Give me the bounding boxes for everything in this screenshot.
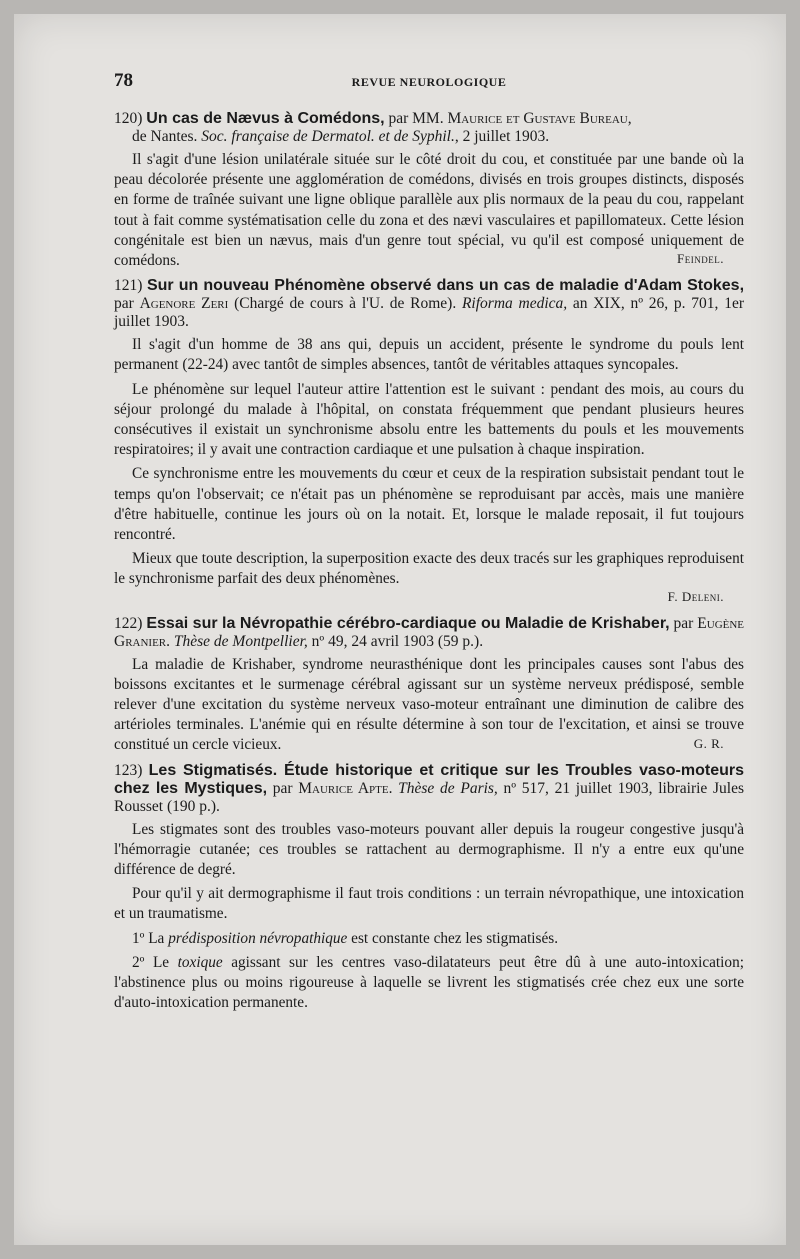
source-journal: Soc. française de Dermatol. et de Syphil. <box>201 128 455 145</box>
article-paragraph: Le phénomène sur lequel l'auteur attire l'attention est le suivant : pendant des mois, au cours du séjour prolongé du malade à l'hôpital, on constata fréquemment que pendant plusieurs heures consécutives il existait un synchronisme absolu entre les battements du pouls et les mouvements respiratoires; il y avait une contraction cardiaque et une pulsation à chaque inspiration. <box>114 380 744 459</box>
by-text: par <box>669 614 698 632</box>
article-title: Sur un nouveau Phénomène observé dans un cas de maladie d'Adam Stokes, <box>146 277 745 295</box>
scanned-page <box>14 14 786 1245</box>
article-title: Essai sur la Névropathie cérébro-cardiaque ou Maladie de Krishaber, <box>146 614 670 632</box>
article-number: 123) <box>114 761 143 779</box>
list-text: agissant sur les centres vaso-dilatateurs peut être dû à une auto-intoxication; l'abstinence plus ou moins rigoureuse à laquelle se livrent les stigmatisés crée chez eux une sorte d'auto-intoxication permanente. <box>114 953 744 1012</box>
by-text: par <box>114 295 140 313</box>
article-source <box>114 128 744 146</box>
list-item <box>114 929 744 949</box>
article-heading <box>114 110 744 146</box>
article-paragraph: Pour qu'il y ait dermographisme il faut trois conditions : un terrain névropathique, une intoxication et un traumatisme. <box>114 885 744 923</box>
article-heading <box>114 762 744 816</box>
source-date: nº 517, 21 juillet 1903, librairie Jules Rousset (190 p.). <box>114 779 744 815</box>
article-123 <box>114 762 744 1014</box>
article-number: 122) <box>114 614 143 632</box>
article-paragraph: Il s'agit d'un homme de 38 ans qui, depuis un accident, présente le syndrome du pouls lent permanent (22-24) avec tantôt de simples absences, tantôt de véritables attaques syncopales. <box>114 336 744 374</box>
article-122 <box>114 615 744 752</box>
article-authors: Maurice Apte. <box>298 779 393 797</box>
article-title: Les Stigmatisés. Étude historique et critique sur les Troubles vaso-moteurs chez les Mystiques, <box>114 761 745 797</box>
article-signature: Feindel. <box>677 251 724 267</box>
article-paragraph: Il s'agit d'une lésion unilatérale située sur le côté droit du cou, et constituée par une bande où la peau décolorée présente une agglomération de comédons, divisés en trois groupes distincts, disposés en forme de traînée suivant une ligne oblique parallèle aux plis normaux de la peau du cou, rappelant tout à fait comme systématisation celle du zona et des nævi vasculaires et papillomateux. Cette lésion congénitale est bien un nævus, mais d'un genre tout spécial, vu qu'il est composé uniquement de comédons. <box>114 151 744 270</box>
page-content <box>114 70 744 1014</box>
article-121 <box>114 277 744 604</box>
source-location: de Nantes. <box>132 128 202 145</box>
article-paragraph: La maladie de Krishaber, syndrome neurasthénique dont les principales causes sont l'abus des boissons excitantes et le surmenage cérébral agissant sur un système nerveux prédisposé, semble relever d'une excitation du système nerveux vaso-moteur entraînant une diminution de calibre des artérioles terminales. L'anémie qui en résulte détermine à son tour de l'excitation, et ainsi se trouve constitué un cercle vicieux. <box>114 655 744 754</box>
article-authors: Maurice et Gustave Bureau, <box>447 110 632 127</box>
list-marker: 1º La <box>132 929 169 947</box>
source-journal: Thèse de Paris, <box>392 779 498 797</box>
article-number: 120) <box>114 110 143 127</box>
list-item <box>114 953 744 1014</box>
article-heading <box>114 277 744 331</box>
list-marker: 2º Le <box>132 953 178 971</box>
page-number: 78 <box>114 70 133 91</box>
source-date: , 2 juillet 1903. <box>454 128 550 145</box>
running-head <box>114 70 744 100</box>
article-paragraph: Mieux que toute description, la superposition exacte des deux tracés sur les graphiques reproduisent le synchronisme parfait des deux phénomènes. <box>114 550 744 588</box>
list-emphasis: prédisposition névropathique <box>168 929 348 947</box>
article-120 <box>114 110 744 270</box>
article-signature: F. Deleni. <box>667 588 724 604</box>
source-journal: Thèse de Montpellier, <box>170 632 308 650</box>
article-title: Un cas de Nævus à Comédons, <box>146 110 385 127</box>
article-number: 121) <box>114 277 143 295</box>
source-date: an XIX, nº 26, p. 701, 1er juillet 1903. <box>114 295 744 331</box>
author-affiliation: (Chargé de cours à l'U. de Rome). <box>228 295 462 313</box>
article-signature: G. R. <box>693 735 724 751</box>
source-date: nº 49, 24 avril 1903 (59 p.). <box>307 632 484 650</box>
list-text: est constante chez les stigmatisés. <box>347 929 559 947</box>
article-paragraph: Les stigmates sont des troubles vaso-moteurs pouvant aller depuis la rougeur congestive jusqu'à l'hémorragie cutanée; ces troubles se rattachent au dermographisme. Il n'y a entre eux qu'une différence de degré. <box>114 820 744 879</box>
by-text: par <box>267 779 299 797</box>
article-heading <box>114 615 744 651</box>
article-authors: Eugène Granier. <box>114 614 745 650</box>
journal-title: REVUE NEUROLOGIQUE <box>351 75 507 89</box>
article-paragraph: Ce synchronisme entre les mouvements du cœur et ceux de la respiration subsistait pendant tout le temps qu'on l'observait; ce n'était pas un phénomène se reproduisant par accès, mais une manière d'être habituelle, continue les jours où on la notait. Et, lorsque le malade reposait, il fut toujours rencontré. <box>114 465 744 544</box>
source-journal: Riforma medica, <box>461 295 568 313</box>
list-emphasis: toxique <box>177 953 223 971</box>
by-text: par MM. <box>384 110 448 127</box>
article-authors: Agenore Zeri <box>139 295 229 313</box>
